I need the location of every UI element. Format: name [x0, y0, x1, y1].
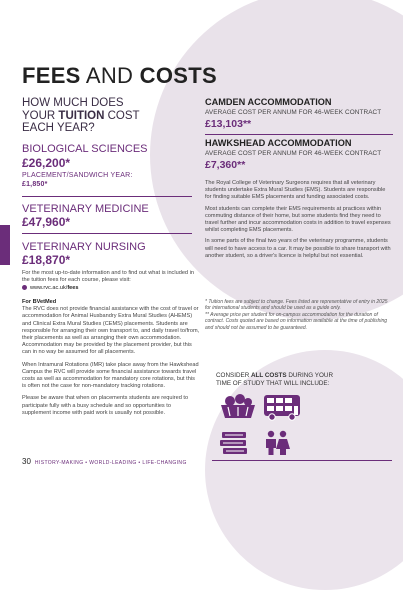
programme-name-veterinary-medicine: VETERINARY MEDICINE — [22, 203, 149, 215]
fees-info-text: For the most up-to-date information and to find out what is included in the tuition fees for each course, please visit: — [22, 270, 194, 284]
placement-year-label: PLACEMENT/SANDWICH YEAR: — [22, 172, 133, 179]
divider — [205, 134, 393, 135]
bvetmed-section — [22, 299, 200, 417]
page-footer — [22, 457, 187, 466]
left-accent-bar — [0, 225, 10, 265]
consider-costs-heading: CONSIDER ALL COSTS DURING YOUR TIME OF STUDY THAT WILL INCLUDE: — [216, 372, 333, 387]
ems-paragraph-3: In some parts of the final two years of the veterinary programme, students will need to have access to a car. It may be possible to share transport with another student, so a driver's licence is helpful but not essential. — [205, 238, 391, 259]
programme-name-biological-sciences: BIOLOGICAL SCIENCES — [22, 143, 148, 155]
question-line-3: EACH YEAR? — [22, 122, 95, 134]
fees-link[interactable]: www.rvc.ac.uk/fees — [22, 285, 79, 292]
question-line-2: YOUR TUITION COST — [22, 109, 140, 122]
placement-year-price: £1,850* — [22, 181, 48, 188]
footer-rule — [212, 460, 392, 461]
link-bullet-icon — [22, 285, 27, 290]
ems-paragraph-1: The Royal College of Veterinary Surgeons requires that all veterinary students undertake Extra Mural Studies (EMS). Students are responsible for finding suitable EMS placements and funding associated costs. — [205, 180, 386, 201]
books-icon — [219, 430, 249, 461]
question-line-1: HOW MUCH DOES — [22, 97, 124, 109]
page-title: FEES AND COSTS — [22, 63, 217, 88]
bus-icon — [262, 394, 302, 426]
hawkshead-accommodation-heading: HAWKSHEAD ACCOMMODATION — [205, 138, 352, 148]
footnotes — [205, 299, 393, 331]
food-basket-icon — [218, 393, 258, 424]
bvetmed-paragraph-3: Please be aware that when on placements students are required to participate fully with a busy schedule and so opportunities to supplement income with paid work is usually not possible. — [22, 395, 189, 416]
bvetmed-heading: For BVetMed — [22, 299, 57, 305]
divider — [22, 196, 192, 197]
tuition-question-heading — [22, 97, 182, 135]
footnote-tuition: * Tuition fees are subject to change. Fees listed are representative of entry in 2025 for international students and should be used as a guide only. — [205, 299, 388, 312]
people-icon — [263, 430, 291, 461]
ems-info — [205, 180, 393, 260]
page-number: 30 — [22, 457, 31, 466]
programme-name-veterinary-nursing: VETERINARY NURSING — [22, 241, 146, 253]
ems-paragraph-2: Most students can complete their EMS requirements at practices within commuting distance of their home, but some students find they need to travel further and incur accommodation costs in addition to travel expenses whilst completing EMS placements. — [205, 205, 391, 234]
camden-price: £13,103** — [205, 118, 252, 130]
programme-price-veterinary-nursing: £18,870* — [22, 253, 71, 267]
divider — [22, 233, 192, 234]
bvetmed-paragraph-2: When Intramural Rotations (IMR) take place away from the Hawkshead Campus the RVC will provide some financial assistance towards travel costs as well as accommodation for mandatory core rotations, but this is often not the case for non-mandatory tracking rotations. — [22, 361, 199, 390]
camden-cost-label: AVERAGE COST PER ANNUM FOR 46-WEEK CONTRACT — [205, 109, 382, 116]
bvetmed-paragraph-1: The RVC does not provide financial assistance with the cost of travel or accommodation for Animal Husbandry Extra Mural Studies (AHEMS) and Clinical Extra Mural Studies (CEMS) placements. Students are responsible for arranging their own transport to, and daily travel to/from, their placements as well as arranging their own accommodation. Accommodation may be provided by the placement provider, but this can in no way be assumed for all placements. — [22, 306, 200, 356]
hawkshead-price: £7,360** — [205, 159, 246, 171]
footer-tagline: HISTORY-MAKING • WORLD-LEADING • LIFE-CHANGING — [34, 460, 187, 466]
hawkshead-cost-label: AVERAGE COST PER ANNUM FOR 46-WEEK CONTRACT — [205, 150, 382, 157]
footnote-accommodation: ** Average price per student for on-campus accommodation for the duration of contract. Costs quoted are based on information available at the time of publishing and should not be assumed to be guaranteed. — [205, 311, 388, 331]
programme-price-veterinary-medicine: £47,960* — [22, 215, 71, 229]
camden-accommodation-heading: CAMDEN ACCOMMODATION — [205, 97, 332, 107]
programme-price-biological-sciences: £26,200* — [22, 156, 71, 170]
